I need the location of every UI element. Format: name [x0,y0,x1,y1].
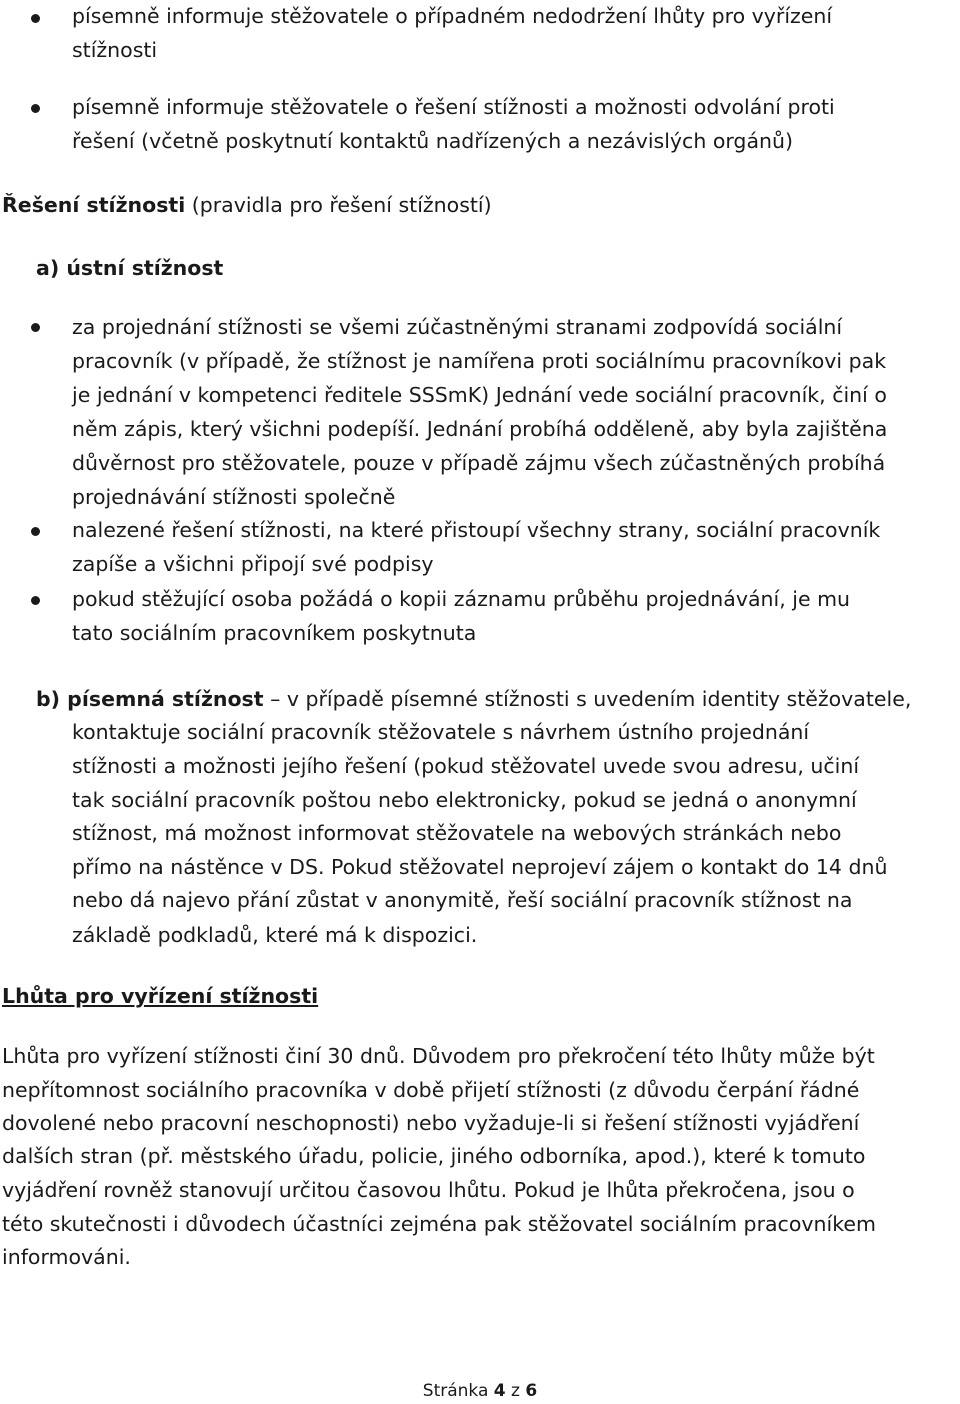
subheading-b: b) písemná stížnost – v případě písemné stížnosti s uvedením identity stěžovatele, [36,687,912,711]
text-line: nebo dá najevo přání zůstat v anonymitě, řeší sociální pracovník stížnost na [72,888,853,912]
page-number: 4 [493,1381,506,1401]
section-heading-reseni: Řešení stížnosti (pravidla pro řešení stížností) [2,193,492,217]
text-line: přímo na nástěnce v DS. Pokud stěžovatel neprojeví zájem o kontakt do 14 dnů [72,855,888,879]
bullet-icon [31,104,40,113]
page-footer: Stránka 4 z 6 [422,1381,538,1401]
text-line: pokud stěžující osoba požádá o kopii záznamu průběhu projednávání, je mu [72,587,851,611]
text-line: je jednání v kompetenci ředitele SSSmK) Jednání vede sociální pracovník, činí o [72,383,887,407]
text-line: něm zápis, který všichni podepíší. Jednání probíhá odděleně, aby byla zajištěna [72,417,888,441]
text-line: řešení (včetně poskytnutí kontaktů nadřízených a nezávislých orgánů) [72,129,793,153]
text-line: písemně informuje stěžovatele o případném nedodržení lhůty pro vyřízení [72,4,833,28]
bullet-icon [31,323,40,332]
text-line: této skutečnosti i důvodech účastníci zejména pak stěžovatel sociálním pracovníkem [2,1212,876,1236]
text-line: tak sociální pracovník poštou nebo elektronicky, pokud se jedná o anonymní [72,788,857,812]
page-total: 6 [525,1381,538,1401]
text-line: projednávání stížnosti společně [72,485,396,509]
text-line: stížnosti [72,38,158,62]
text-line: za projednání stížnosti se všemi zúčastněnými stranami zodpovídá sociální [72,315,843,339]
section-heading-lhuta: Lhůta pro vyřízení stížnosti [2,984,319,1008]
text-line: nalezené řešení stížnosti, na které přistoupí všechny strany, sociální pracovník [72,518,881,542]
text-line: vyjádření rovněž stanovují určitou časovou lhůtu. Pokud je lhůta překročena, jsou o [2,1178,855,1202]
bullet-icon [31,596,40,605]
text-line: Lhůta pro vyřízení stížnosti činí 30 dnů. Důvodem pro překročení této lhůty může být [2,1044,875,1068]
text-line: dalších stran (př. městského úřadu, policie, jiného odborníka, apod.), které k tomuto [2,1144,866,1168]
text-line: kontaktuje sociální pracovník stěžovatele s návrhem ústního projednání [72,720,810,744]
bullet-icon [31,14,40,23]
text-line: tato sociálním pracovníkem poskytnuta [72,621,477,645]
text-line: zapíše a všichni připojí své podpisy [72,552,434,576]
text-line: základě podkladů, které má k dispozici. [72,923,478,947]
text-line: dovolené nebo pracovní neschopnosti) nebo vyžaduje-li si řešení stížnosti vyjádření [2,1111,860,1135]
text-line: písemně informuje stěžovatele o řešení stížnosti a možnosti odvolání proti [72,95,835,119]
text-line: stížnosti a možnosti jejího řešení (pokud stěžovatel uvede svou adresu, učiní [72,754,860,778]
text-line: stížnost, má možnost informovat stěžovatele na webových stránkách nebo [72,821,842,845]
text-line: informováni. [2,1245,131,1269]
text-line: pracovník (v případě, že stížnost je namířena proti sociálnímu pracovníkovi pak [72,349,887,373]
subheading-a: a) ústní stížnost [36,256,224,280]
text-line: nepřítomnost sociálního pracovníka v době přijetí stížnosti (z důvodu čerpání řádné [2,1078,860,1102]
text-line: důvěrnost pro stěžovatele, pouze v případě zájmu všech zúčastněných probíhá [72,451,886,475]
bullet-icon [31,527,40,536]
